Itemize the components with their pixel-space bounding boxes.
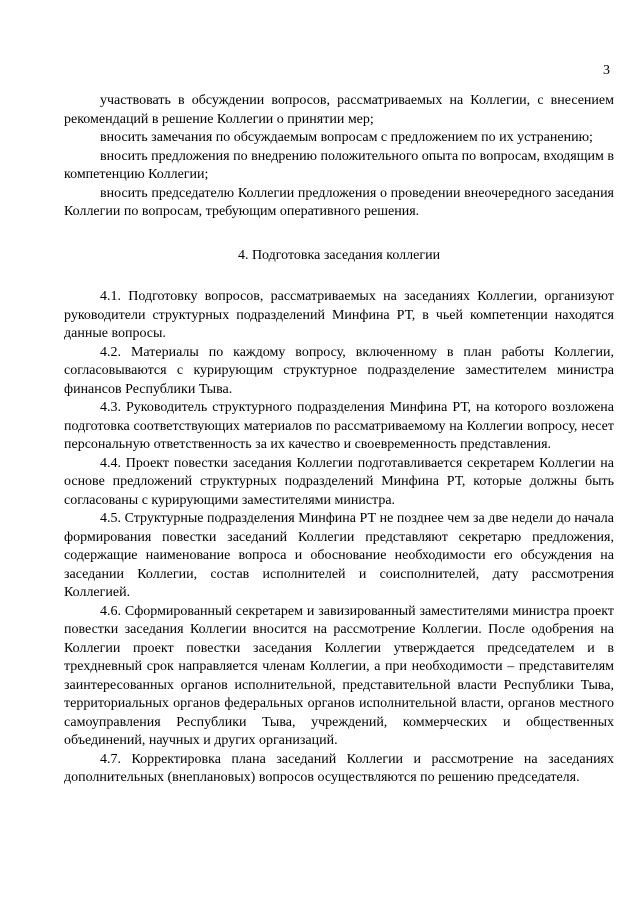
section-paragraph-4-1: 4.1. Подготовку вопросов, рассматриваемых на заседаниях Коллегии, организуют руководители структурных подразделений Минфина РТ, в чьей компетенции находятся данные вопросы.: [64, 289, 614, 341]
section-paragraph-4-4: 4.4. Проект повестки заседания Коллегии подготавливается секретарем Коллегии на основе предложений структурных подразделений Минфина РТ, которые должны быть согласованы с курирующими заместителями министра.: [64, 455, 614, 508]
section-title: 4. Подготовка заседания коллегии: [237, 247, 441, 263]
intro-paragraph: участвовать в обсуждении вопросов, рассматриваемых на Коллегии, с внесением рекомендаций в решение Коллегии о принятии мер;: [64, 93, 614, 127]
section-paragraph-4-3: 4.3. Руководитель структурного подразделения Минфина РТ, на которого возложена подготовка соответствующих материалов по рассматриваемому на Коллегии вопросу, несет персональную ответственность за их качество и своевременность представления.: [64, 400, 614, 452]
section-paragraph-4-7: 4.7. Корректировка плана заседаний Коллегии и рассмотрение на заседаниях дополнительных (внеплановых) вопросов осуществляются по решению председателя.: [64, 751, 614, 785]
document-body: [64, 92, 614, 788]
intro-paragraph: вносить замечания по обсуждаемым вопросам с предложением по их устранению;: [100, 130, 593, 145]
intro-paragraph: вносить предложения по внедрению положительного опыта по вопросам, входящим в компетенцию Коллегии;: [64, 148, 614, 182]
intro-paragraph: вносить председателю Коллегии предложения о проведении внеочередного заседания Коллегии по вопросам, требующим оперативного решения.: [64, 185, 614, 219]
page-number: 3: [603, 63, 610, 78]
section-paragraph-4-2: 4.2. Материалы по каждому вопросу, включенному в план работы Коллегии, согласовываются с курирующим структурное подразделение заместителем министра финансов Республики Тыва.: [64, 344, 614, 397]
section-paragraph-4-6: 4.6. Сформированный секретарем и завизированный заместителями министра проект повестки заседания Коллегии вносится на рассмотрение Коллегии. После одобрения на Коллегии проект повестки заседания Коллегии утверждается председателем и в трехдневный срок направляется членам Коллегии, а при необходимости – представителям заинтересованных органов исполнительной, представительной власти Республики Тыва, территориальных органов федеральных органов исполнительной власти, органов местного самоуправления Республики Тыва, учреждений, коммерческих и общественных объединений, научных и других организаций.: [64, 603, 614, 748]
section-paragraph-4-5: 4.5. Структурные подразделения Минфина РТ не позднее чем за две недели до начала формирования повестки заседаний Коллегии представляют секретарю предложения, содержащие наименование вопроса и обоснование необходимости его обсуждения на заседании Коллегии, состав исполнителей и соисполнителей, дату рассмотрения Коллегией.: [64, 511, 614, 600]
